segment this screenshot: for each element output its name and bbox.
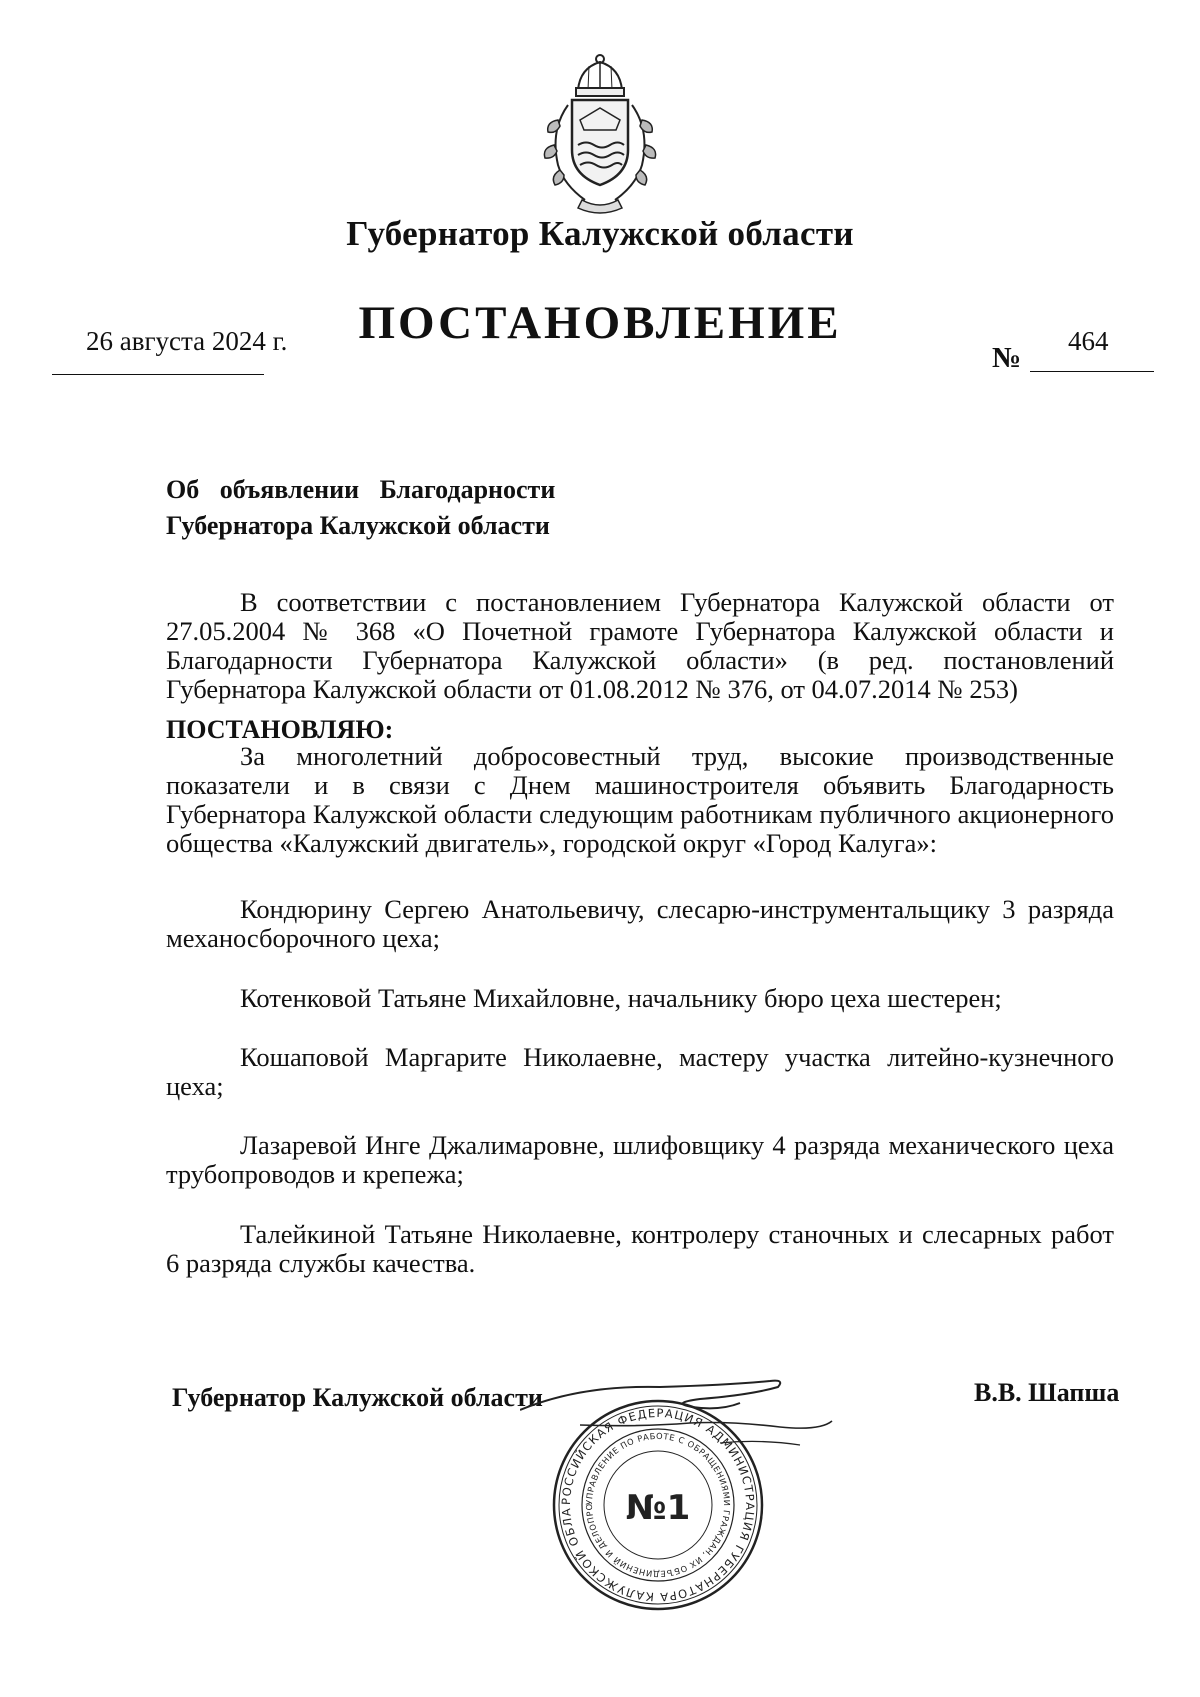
- document-number: 464: [1068, 326, 1109, 356]
- document-type-heading: ПОСТАНОВЛЕНИЕ: [358, 297, 842, 349]
- issuer-title: Губернатор Калужской области: [346, 214, 854, 253]
- stamp-number: №1: [625, 1488, 691, 1528]
- decree-word: ПОСТАНОВЛЯЮ:: [166, 715, 394, 744]
- stamp-inner-text: УПРАВЛЕНИЕ ПО РАБОТЕ С ОБРАЩЕНИЯМИ ГРАЖДАН, ИХ ОБЪЕДИНЕНИЙ И ДЕЛОПРО: [583, 1430, 733, 1580]
- signatory-name: В.В. Шапша: [974, 1378, 1120, 1407]
- number-underline: [1030, 371, 1154, 372]
- subject-line-2: Губернатора Калужской области: [166, 511, 550, 540]
- official-stamp: [548, 1395, 768, 1615]
- document-subject: [166, 472, 555, 544]
- recipient-item: Кондюрину Сергею Анатольевичу, слесарю-инструментальщику 3 разряда механосборочного цеха;: [166, 894, 1114, 953]
- recipient-item: Лазаревой Инге Джалимаровне, шлифовщику 4 разряда механического цеха трубопроводов и крепежа;: [166, 1130, 1114, 1189]
- subject-line-1: Об объявлении Благодарности: [166, 475, 556, 504]
- document-date: 26 августа 2024 г.: [86, 326, 288, 356]
- main-paragraph: За многолетний добросовестный труд, высокие производственные показатели и в связи с Днем машиностроителя объявить Благодарность Губернатора Калужской области следующим работникам публичного акционерного общества «Калужский двигатель», городской округ «Город Калуга»:: [166, 741, 1114, 858]
- coat-of-arms-emblem: [540, 50, 660, 220]
- number-label: №: [992, 342, 1022, 374]
- recipient-item: Котенковой Татьяне Михайловне, начальнику бюро цеха шестерен;: [240, 983, 1002, 1013]
- recipient-item: Талейкиной Татьяне Николаевне, контролеру станочных и слесарных работ 6 разряда службы качества.: [166, 1219, 1114, 1278]
- stamp-ring-text: РОССИЙСКАЯ ФЕДЕРАЦИЯ АДМИНИСТРАЦИЯ ГУБЕРНАТОРА КАЛУЖСКОЙ ОБЛА: [558, 1405, 758, 1605]
- intro-paragraph: В соответствии с постановлением Губернатора Калужской области от 27.05.2004 № 368 «О Почетной грамоте Губернатора Калужской области и Благодарности Губернатора Калужской области» (в ред. постановлений Губернатора Калужской области от 01.08.2012 № 376, от 04.07.2014 № 253): [166, 587, 1114, 704]
- recipient-item: Кошаповой Маргарите Николаевне, мастеру участка литейно-кузнечного цеха;: [166, 1042, 1114, 1101]
- signatory-post: Губернатор Калужской области: [172, 1383, 543, 1412]
- date-underline: [52, 374, 264, 375]
